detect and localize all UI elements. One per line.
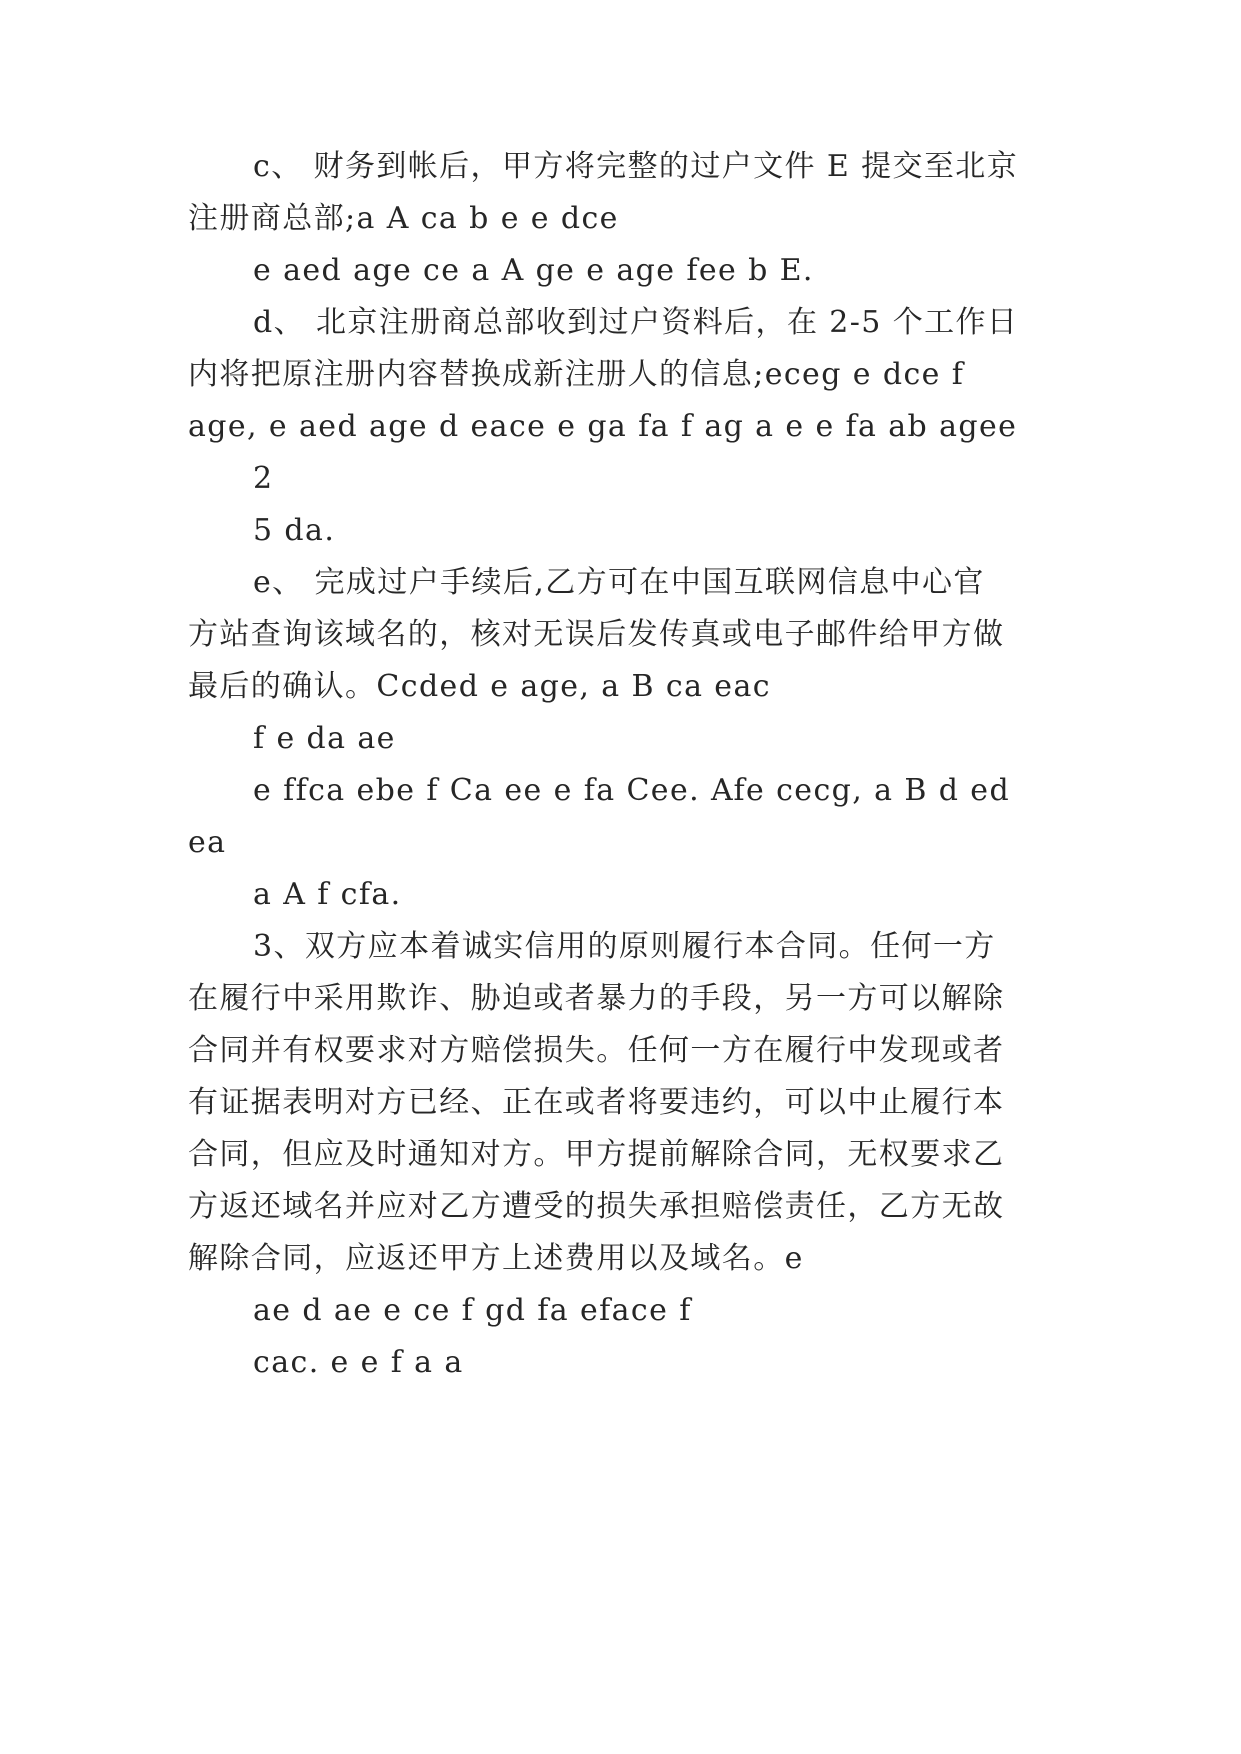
text-line: 在履行中采用欺诈、胁迫或者暴力的手段，另一方可以解除 — [188, 981, 1005, 1016]
text-line: e、 完成过户手续后,乙方可在中国互联网信息中心官 — [253, 565, 985, 600]
text-line: cac. e e f a a — [253, 1345, 464, 1380]
text-line: age, e aed age d eace e ga fa f ag a e e fa ab agee — [188, 409, 1018, 444]
text-line: 合同并有权要求对方赔偿损失。任何一方在履行中发现或者 — [188, 1033, 1005, 1068]
text-line: e ffca ebe f Ca ee e fa Cee. Afe cecg, a B d ed — [253, 773, 1011, 808]
text-line: ea — [188, 825, 227, 860]
text-line: 方返还域名并应对乙方遭受的损失承担赔偿责任，乙方无故 — [188, 1189, 1005, 1224]
text-line: ae d ae e ce f gd fa eface f — [253, 1293, 692, 1328]
text-line: f e da ae — [253, 721, 396, 756]
text-line: d、 北京注册商总部收到过户资料后，在 2-5 个工作日 — [253, 305, 1019, 340]
text-line: 内将把原注册内容替换成新注册人的信息;eceg e dce f — [188, 357, 965, 392]
text-line: 注册商总部;a A ca b e e dce — [188, 201, 619, 236]
text-line: 3、双方应本着诚实信用的原则履行本合同。任何一方 — [253, 929, 996, 964]
text-line: c、 财务到帐后，甲方将完整的过户文件 E 提交至北京 — [253, 149, 1019, 184]
text-line: a A f cfa. — [253, 877, 402, 912]
text-line: 2 — [253, 461, 274, 496]
text-line: e aed age ce a A ge e age fee b E. — [253, 253, 814, 288]
text-line: 最后的确认。Ccded e age, a B ca eac — [188, 669, 771, 704]
text-line: 5 da. — [253, 513, 336, 548]
text-line: 解除合同，应返还甲方上述费用以及域名。e — [188, 1241, 804, 1276]
text-line: 有证据表明对方已经、正在或者将要违约，可以中止履行本 — [188, 1085, 1005, 1120]
text-line: 合同，但应及时通知对方。甲方提前解除合同，无权要求乙 — [188, 1137, 1005, 1172]
text-line: 方站查询该域名的，核对无误后发传真或电子邮件给甲方做 — [188, 617, 1005, 652]
